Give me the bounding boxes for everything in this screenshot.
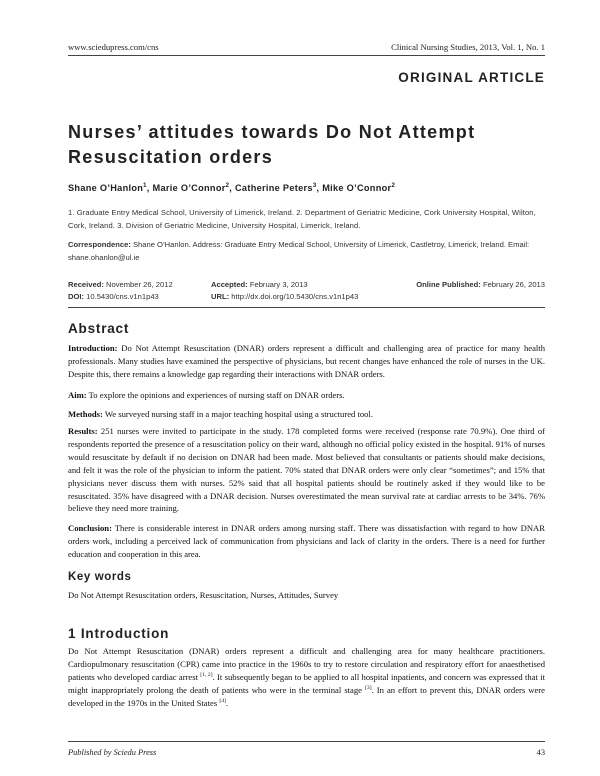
citation-ref[interactable]: [4] [219, 697, 226, 704]
abstract-methods: Methods: We surveyed nursing staff in a major teaching hospital using a structured tool. [68, 409, 373, 419]
publisher-name: Published by Sciedu Press [68, 748, 157, 757]
author: Marie O’Connor$^2$, [152, 183, 235, 194]
affiliations: 1. Graduate Entry Medical School, University of Limerick, Ireland. 2. Department of Geriatric Medicine, Cork University Hospital, Wilton, Cork, Ireland. 3. Division of Geriatric Medicine, University Hospital, Limerick, Ireland. [68, 208, 536, 230]
keywords-heading: Key words [68, 571, 132, 583]
abstract-aim: Aim: To explore the opinions and experiences of nursing staff on DNAR orders. [68, 390, 345, 400]
citation-ref[interactable]: [1, 2] [200, 671, 213, 678]
abstract-introduction: Introduction: Do Not Attempt Resuscitation (DNAR) orders represent a difficult and challenging area of practice for many health professionals. Many studies have examined the perspective of physicians, but recent changes have enhanced the role of nurses in the UK. Despite this, there remains a knowledge gap regarding their interactions with DNAR orders. [68, 343, 545, 379]
author: Catherine Peters$^3$, [235, 183, 323, 194]
journal-url[interactable]: www.sciedupress.com/cns [68, 42, 159, 52]
author: Mike O’Connor$^2$ [322, 183, 396, 194]
abstract-conclusion: Conclusion: There is considerable interest in DNAR orders among nursing staff. There was dissatisfaction with regard to how DNAR orders work, including a perceived lack of communication from physicians and lack of clarity in the orders. There is a need for further education and cooperation in this area. [68, 523, 545, 559]
introduction-paragraph: Do Not Attempt Resuscitation (DNAR) orders represent a difficult and challenging area for many healthcare practitioners. Cardiopulmonary resuscitation (CPR) came into practice in the 1960s to try to restore circulation and respiratory effort for anaesthetised patients who developed cardiac arrest [1, 2]. It subsequently began to be applied to all hospital inpatients, and concern was expressed that it might inappropriately prolong the death of patients who were in the terminal stage [3]. In an effort to prevent this, DNAR orders were developed in the 1970s in the United States [4]. [68, 646, 545, 708]
correspondence-label: Correspondence: [68, 240, 131, 249]
keywords-text: Do Not Attempt Resuscitation orders, Resuscitation, Nurses, Attitudes, Survey [68, 590, 339, 600]
correspondence-text: Shane O’Hanlon. Address: Graduate Entry Medical School, University of Limerick, Castletroy, Limerick, Ireland. Email: shane.ohanlon@ul.ie [68, 240, 530, 262]
page-number: 43 [536, 748, 545, 757]
abstract-results: Results: 251 nurses were invited to participate in the study. 178 completed forms were received (response rate 70.9%). One third of respondents reported the presence of a resuscitation policy on their ward, although no official policy existed in the hospital. 91% of nurses would resuscitate by default if no decision on DNAR had been made. Most believed that consultants or patients should make decisions, and felt it was the role of the physician to inform the patient. 70% stated that DNAR orders were only clear “sometimes”; and 15% that physicians never discuss them with nurses. 52% said that all hospital patients should be routinely asked if they would like to be resuscitated. 35% have disagreed with a DNAR decision. Nurses overestimated the mean survival rate at cardiac arrests to be 34%. 76% believe they need more training. [68, 426, 545, 514]
correspondence [68, 238, 545, 264]
doi: DOI: 10.5430/cns.v1n1p43 [68, 292, 159, 301]
accepted-date: Accepted: February 3, 2013 [211, 280, 308, 289]
introduction-heading: 1 Introduction [68, 626, 170, 641]
author: Shane O’Hanlon$^1$, [68, 183, 153, 194]
article-url[interactable]: URL: http://dx.doi.org/10.5430/cns.v1n1p43 [211, 292, 359, 301]
meta-rule [68, 307, 545, 308]
author-list [68, 183, 395, 193]
article-title: Nurses’ attitudes towards Do Not Attempt Resuscitation orders [68, 122, 476, 167]
article-type: ORIGINAL ARTICLE [398, 70, 545, 85]
citation-ref[interactable]: [3] [365, 684, 372, 691]
published-date: Online Published: February 26, 2013 [416, 280, 545, 289]
footer-rule [68, 741, 545, 742]
journal-citation: Clinical Nursing Studies, 2013, Vol. 1, No. 1 [391, 42, 545, 52]
header-rule [68, 55, 545, 56]
abstract-heading: Abstract [68, 321, 130, 336]
received-date: Received: November 26, 2012 [68, 280, 173, 289]
